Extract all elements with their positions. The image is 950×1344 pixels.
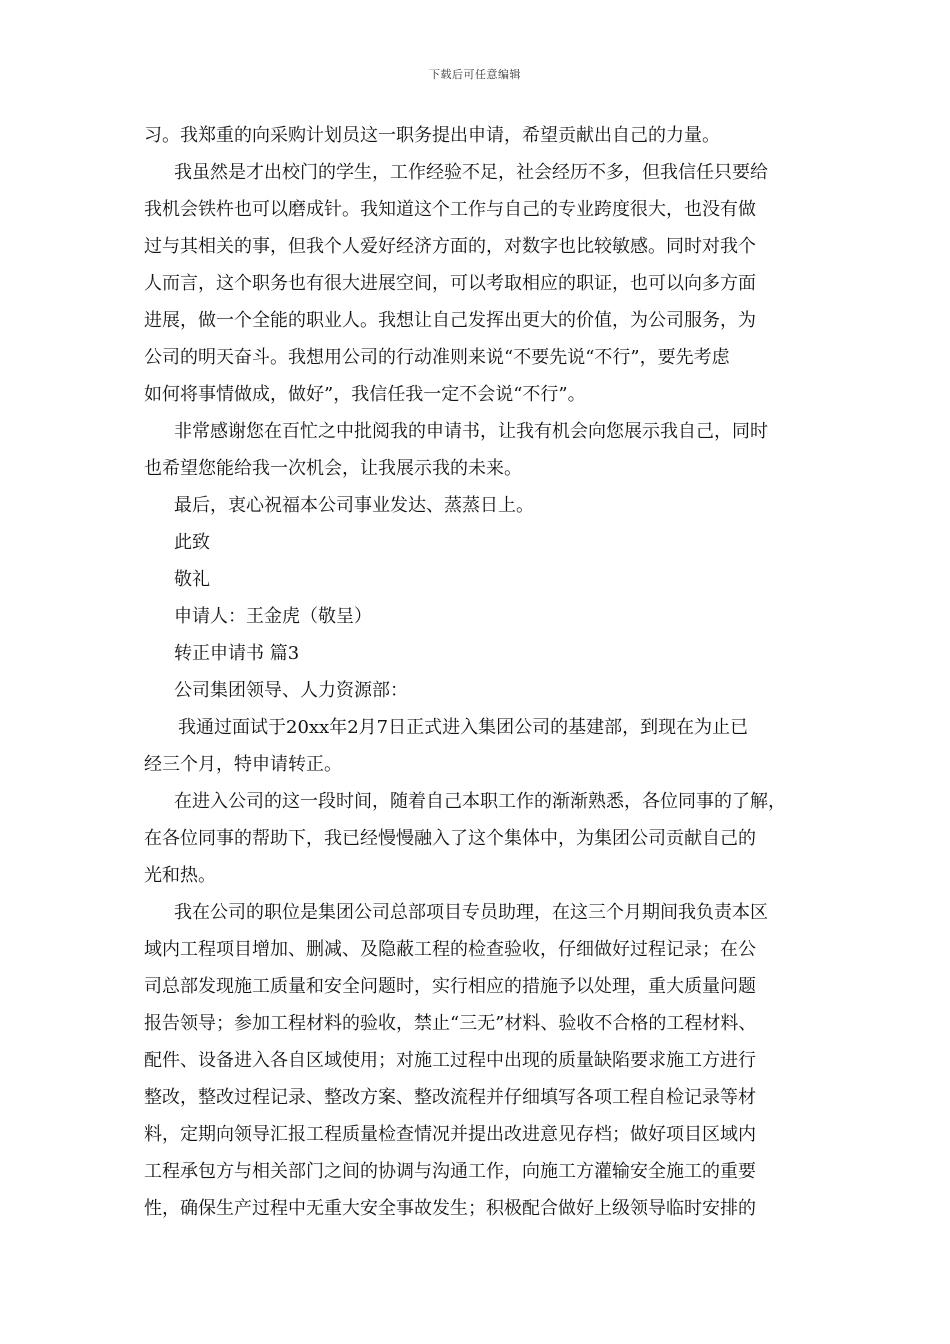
text-line: 人而言，这个职务也有很大进展空间，可以考取相应的职证，也可以向多方面	[144, 273, 756, 294]
text-line: 申请人：王金虎（敬呈）	[174, 606, 372, 627]
text-line: 习。我郑重的向采购计划员这一职务提出申请，希望贡献出自己的力量。	[144, 125, 720, 146]
text-line: 司总部发现施工质量和安全问题时，实行相应的措施予以处理，重大质量问题	[144, 976, 756, 997]
text-line: 在进入公司的这一段时间，随着自己本职工作的渐渐熟悉，各位同事的了解，	[174, 791, 786, 812]
text-line: 如何将事情做成，做好”，我信任我一定不会说“不行”。	[144, 384, 586, 405]
text-line: 料，定期向领导汇报工程质量检查情况并提出改进意见存档；做好项目区域内	[144, 1124, 756, 1145]
text-line: 在各位同事的帮助下，我已经慢慢融入了这个集体中，为集团公司贡献自己的	[144, 828, 756, 849]
text-line: 光和热。	[144, 865, 216, 886]
text-line: 也希望您能给我一次机会，让我展示我的未来。	[144, 458, 522, 479]
text-line: 我虽然是才出校门的学生，工作经验不足，社会经历不多，但我信任只要给	[174, 162, 768, 183]
text-line: 最后，衷心祝福本公司事业发达、蒸蒸日上。	[174, 495, 534, 516]
text-line: 工程承包方与相关部门之间的协调与沟通工作，向施工方灌输安全施工的重要	[144, 1161, 756, 1182]
text-line: 经三个月，特申请转正。	[144, 754, 342, 775]
text-line: 转正申请书 篇3	[174, 643, 300, 664]
text-line: 我机会铁杵也可以磨成针。我知道这个工作与自己的专业跨度很大，也没有做	[144, 199, 756, 220]
text-line: 报告领导；参加工程材料的验收，禁止“三无”材料、验收不合格的工程材料、	[144, 1013, 757, 1034]
document-body	[144, 117, 810, 1227]
text-line: 进展，做一个全能的职业人。我想让自己发挥出更大的价值，为公司服务，为	[144, 310, 756, 331]
text-line: 整改，整改过程记录、整改方案、整改流程并仔细填写各项工程自检记录等材	[144, 1087, 756, 1108]
text-line: 公司的明天奋斗。我想用公司的行动准则来说“不要先说“不行”，要先考虑	[144, 347, 730, 368]
text-line: 域内工程项目增加、删减、及隐蔽工程的检查验收，仔细做好过程记录；在公	[144, 939, 756, 960]
text-line: 敬礼	[174, 569, 210, 590]
text-line: 配件、设备进入各自区域使用；对施工过程中出现的质量缺陷要求施工方进行	[144, 1050, 756, 1071]
text-line: 性，确保生产过程中无重大安全事故发生；积极配合做好上级领导临时安排的	[144, 1198, 756, 1219]
text-line: 过与其相关的事，但我个人爱好经济方面的，对数字也比较敏感。同时对我个	[144, 236, 756, 257]
page-header: 下载后可任意编辑	[429, 68, 521, 81]
text-line: 此致	[174, 532, 210, 553]
text-line: 我在公司的职位是集团公司总部项目专员助理，在这三个月期间我负责本区	[174, 902, 768, 923]
text-line: 非常感谢您在百忙之中批阅我的申请书，让我有机会向您展示我自己，同时	[174, 421, 768, 442]
text-line: 我通过面试于20xx年2月7日正式进入集团公司的基建部，到现在为止已	[178, 717, 749, 738]
text-line: 公司集团领导、人力资源部：	[174, 680, 408, 701]
